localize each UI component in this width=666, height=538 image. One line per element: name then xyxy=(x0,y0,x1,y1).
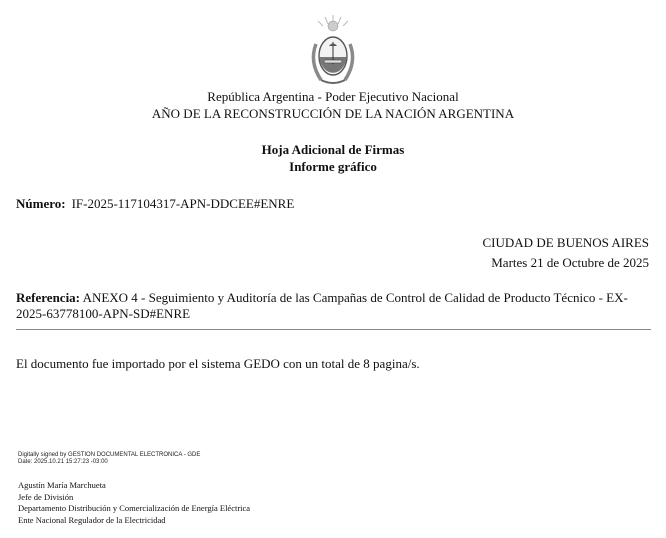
signer-role: Jefe de División xyxy=(18,491,74,502)
signer-department: Departamento Distribución y Comercialización de Energía Eléctrica xyxy=(18,503,251,513)
signer-block xyxy=(18,480,250,526)
reference xyxy=(16,290,644,322)
header-year-motto: AÑO DE LA RECONSTRUCCIÓN DE LA NACIÓN ARGENTINA xyxy=(151,106,515,121)
digital-signature-stamp xyxy=(18,452,200,466)
document-title: Hoja Adicional de Firmas xyxy=(261,142,405,157)
document-number xyxy=(16,196,294,212)
body-text: El documento fue importado por el sistema GEDO con un total de 8 pagina/s. xyxy=(16,356,420,371)
divider xyxy=(16,329,651,330)
city: CIUDAD DE BUENOS AIRES xyxy=(482,235,649,250)
signer-entity: Ente Nacional Regulador de la Electricidad xyxy=(18,514,166,525)
reference-value: ANEXO 4 - Seguimiento y Auditoría de las Campañas de Control de Calidad de Producto Técnico - EX-2025-63778100-APN-SD#ENRE xyxy=(16,290,628,321)
digital-signature-date: Date: 2025.10.21 15:27:23 -03:00 xyxy=(18,459,108,465)
reference-label: Referencia: xyxy=(16,290,81,305)
document-number-value: IF-2025-117104317-APN-DDCEE#ENRE xyxy=(71,196,295,211)
date: Martes 21 de Octubre de 2025 xyxy=(491,255,649,270)
header-republic: República Argentina - Poder Ejecutivo Nacional xyxy=(207,89,459,104)
document-subtitle: Informe gráfico xyxy=(289,159,377,174)
digital-signature-signer: Digitally signed by GESTION DOCUMENTAL ELECTRONICA - GDE xyxy=(18,452,201,458)
coat-of-arms-icon xyxy=(307,14,359,88)
signer-name: Agustín María Marchueta xyxy=(18,480,106,490)
document-number-label: Número: xyxy=(16,196,66,211)
